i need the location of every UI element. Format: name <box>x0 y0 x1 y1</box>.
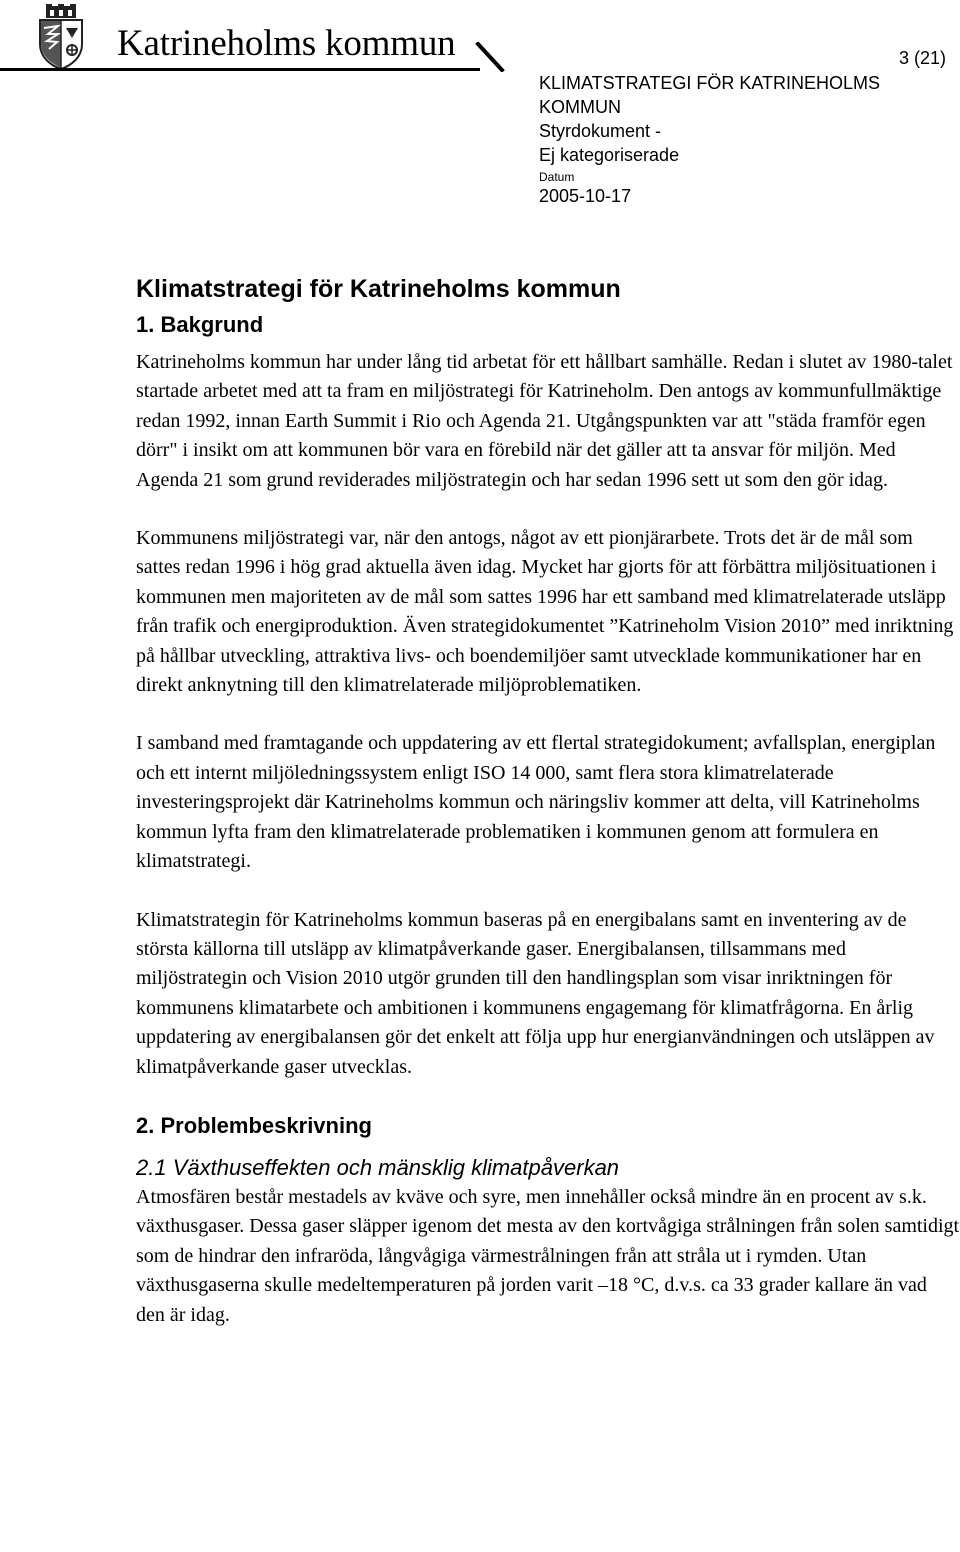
document-body <box>136 268 960 1330</box>
document-meta <box>539 71 949 207</box>
subsection-heading-vaxthuseffekten: 2.1 Växthuseffekten och mänsklig klimatpåverkan <box>136 1154 620 1180</box>
document-title: Klimatstrategi för Katrineholms kommun <box>136 275 621 303</box>
date-label: Datum <box>539 170 575 184</box>
page-number: 3 (21) <box>898 48 946 68</box>
brand-wordmark: Katrineholms kommun <box>117 23 456 64</box>
paragraph: Klimatstrategin för Katrineholms kommun baseras på en energibalans samt en inventering av de största källorna till utsläpp av klimatpåverkande gaser. Energibalansen, tillsammans med miljöstrategin och Vision 2010 utgör grunden till den handlingsplan som visar inriktningen för kommunens klimatarbete och ambitionen i kommunens engagemang för klimatfrågorna. En årlig uppdatering av energibalansen gör det enkelt att följa upp hur energianvändningen och utsläppen av klimatpåverkande gaser utvecklas. <box>136 908 935 1078</box>
brand-underline <box>0 68 480 71</box>
date-value: 2005-10-17 <box>539 186 632 206</box>
brand-slash-mark <box>474 42 506 72</box>
section-heading-bakgrund: 1. Bakgrund <box>136 312 264 337</box>
paragraph: Kommunens miljöstrategi var, när den antogs, något av ett pionjärarbete. Trots det är de mål som sattes redan 1996 i hög grad aktuella även idag. Mycket har gjorts för att förbättra miljösituationen i kommunen men majoriteten av de mål som sattes 1996 har ett samband med klimatrelaterade utsläpp från trafik och energiproduktion. Även strategidokumentet ”Katrineholm Vision 2010” med inriktning på hållbar utveckling, attraktiva livs- och boendemiljöer samt utvecklade kommunikationer har en direkt anknytning till den klimatrelaterade miljöproblematiken. <box>136 527 954 697</box>
paragraph: I samband med framtagande och uppdatering av ett flertal strategidokument; avfallsplan, energiplan och ett internt miljöledningssystem enligt ISO 14 000, samt flera stora klimatrelaterade investeringsprojekt där Katrineholms kommun och näringsliv kommer att delta, vill Katrineholms kommun lyfta fram den klimatrelaterade problematiken i kommunen genom att formulera en klimatstrategi. <box>136 732 936 873</box>
document-type-line1: Styrdokument - <box>539 121 662 141</box>
section-heading-problembeskrivning: 2. Problembeskrivning <box>136 1112 372 1138</box>
document-header-title: KLIMATSTRATEGI FÖR KATRINEHOLMS KOMMUN <box>539 73 881 117</box>
municipality-crest-icon <box>34 4 88 70</box>
document-type-line2: Ej kategoriserade <box>539 145 680 165</box>
paragraph: Atmosfären består mestadels av kväve och syre, men innehåller också mindre än en procent av s.k. växthusgaser. Dessa gaser släpper igenom det mesta av den kortvågiga strålningen från solen samtidigt som de hindrar den infraröda, långvågiga värmestrålningen från att stråla ut i rymden. Utan växthusgaserna skulle medeltemperaturen på jorden varit –18 °C, d.v.s. ca 33 grader kallare än vad den är idag. <box>136 1185 960 1326</box>
paragraph: Katrineholms kommun har under lång tid arbetat för ett hållbart samhälle. Redan i slutet av 1980-talet startade arbetet med att ta fram en miljöstrategi för Katrineholm. Den antogs av kommunfullmäktige redan 1992, innan Earth Summit i Rio och Agenda 21. Utgångspunkten var att "städa framför egen dörr" i insikt om att kommunen bör vara en förebild när det gäller att ta ansvar för miljön. Med Agenda 21 som grund reviderades miljöstrategin och har sedan 1996 sett ut som den gör idag. <box>136 351 953 491</box>
page-header <box>0 0 960 240</box>
